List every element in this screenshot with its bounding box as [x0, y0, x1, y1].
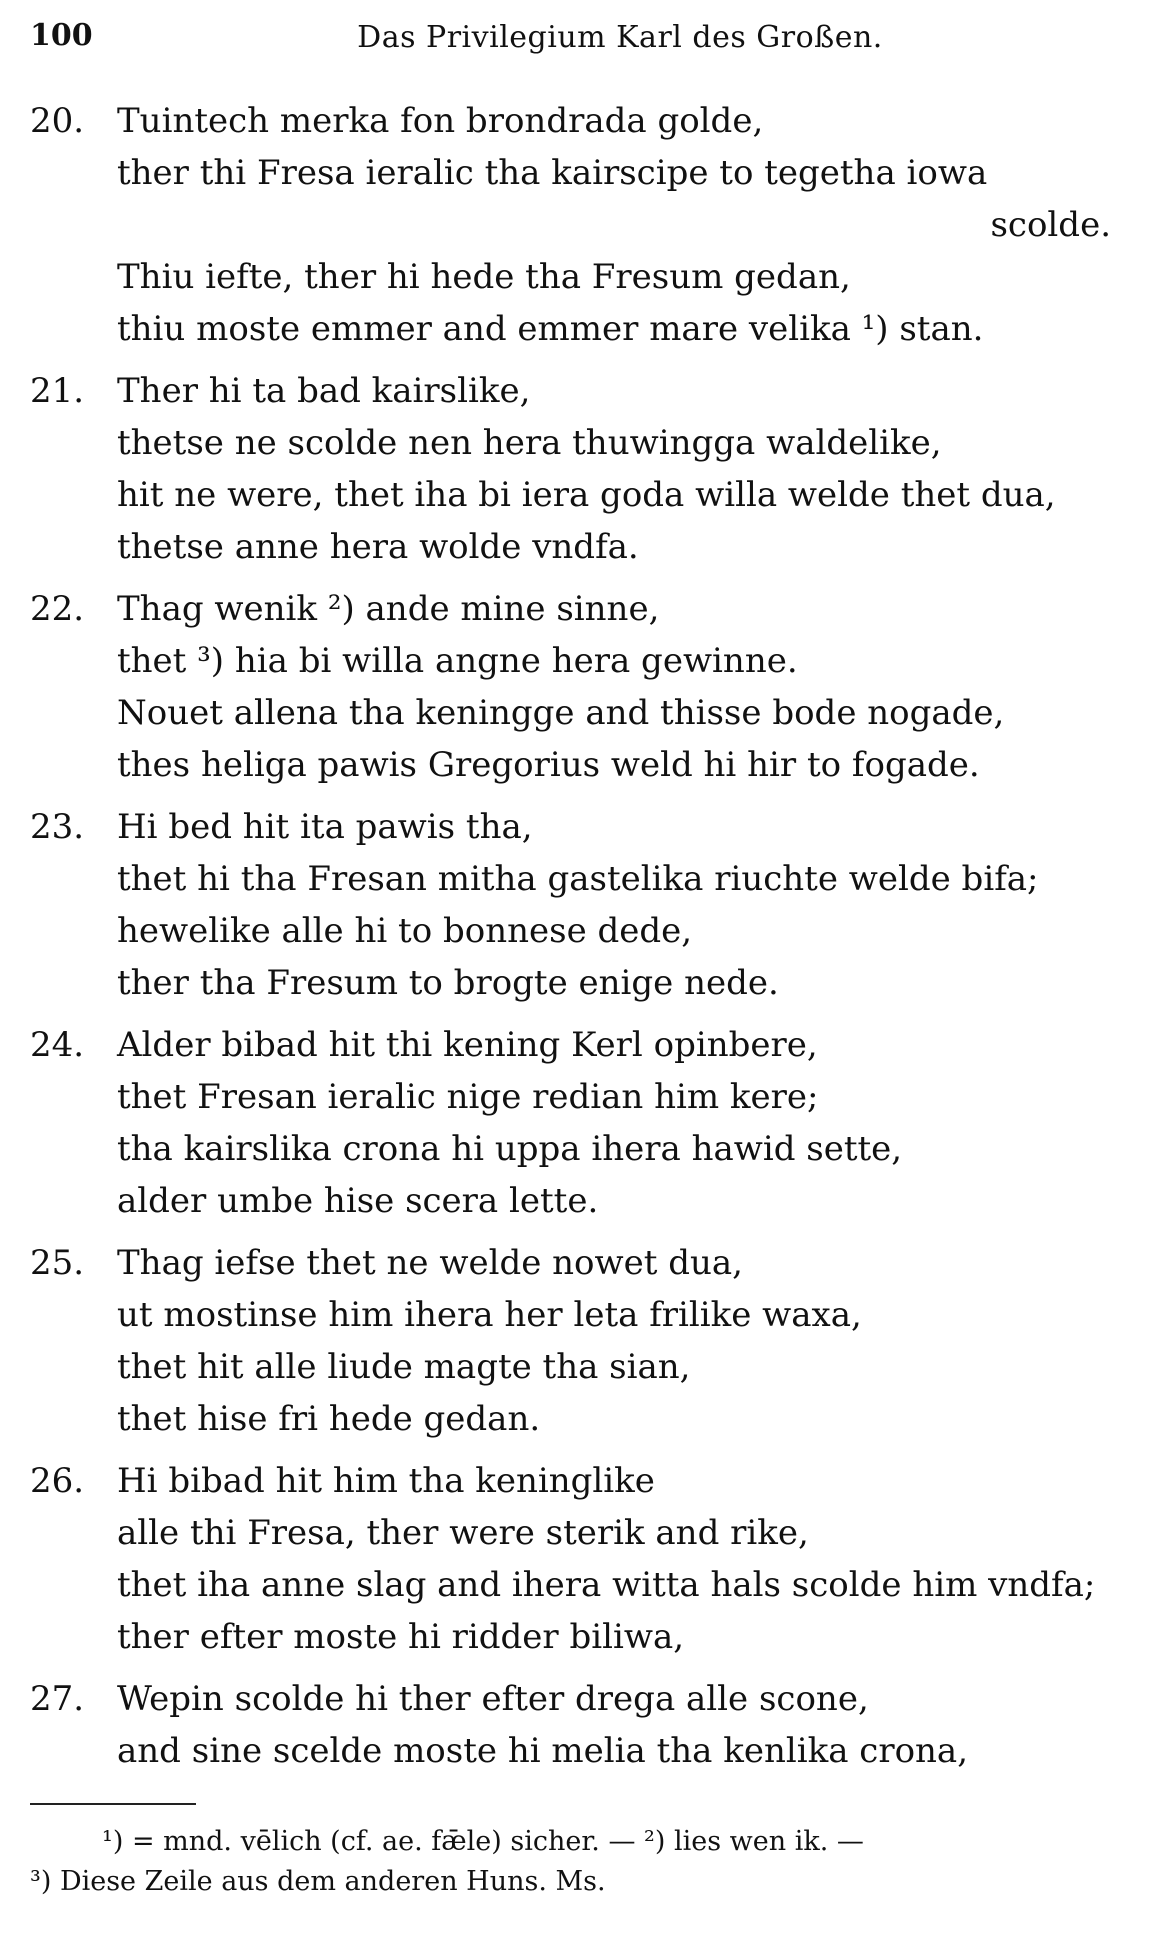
stanza-number: 23.: [30, 807, 85, 847]
verse-line: thet ³) hia bi willa angne hera gewinne.: [117, 641, 798, 681]
stanza: [0, 801, 1168, 1009]
stanza-number: 24.: [30, 1025, 85, 1065]
stanza-number: 22.: [30, 589, 85, 629]
page-number: 100: [30, 18, 93, 53]
stanza: [0, 583, 1168, 791]
verse-line: thet Fresan ieralic nige redian him kere;: [117, 1077, 819, 1117]
verse-line: thet hi tha Fresan mitha gastelika riuchte welde bifa;: [117, 859, 1039, 899]
stanza-lines: [117, 1019, 1117, 1227]
verse-line: ther efter moste hi ridder biliwa,: [117, 1617, 685, 1657]
verse-line: ut mostinse him ihera her leta frilike waxa,: [117, 1295, 862, 1335]
verse-line: alder umbe hise scera lette.: [117, 1181, 599, 1221]
verse-line: thet hise fri hede gedan.: [117, 1399, 541, 1439]
stanza: [0, 1019, 1168, 1227]
verse-line: Nouet allena tha keningge and thisse bode nogade,: [117, 693, 1005, 733]
verse-line: scolde.: [990, 205, 1111, 245]
footnote-divider: [30, 1803, 196, 1805]
verse-line: Alder bibad hit thi kening Kerl opinbere,: [117, 1025, 818, 1065]
verse-line: thet iha anne slag and ihera witta hals scolde him vndfa;: [117, 1565, 1096, 1605]
stanza-lines: [117, 801, 1117, 1009]
verse-line: ther thi Fresa ieralic tha kairscipe to tegetha iowa: [117, 153, 988, 193]
stanza-lines: [117, 583, 1117, 791]
verse-line: hit ne were, thet iha bi iera goda willa welde thet dua,: [117, 475, 1056, 515]
running-title: Das Privilegium Karl des Großen.: [357, 20, 883, 55]
verse-line: hewelike alle hi to bonnese dede,: [117, 911, 693, 951]
stanza-lines: [117, 365, 1117, 573]
verse-line: and sine scelde moste hi melia tha kenlika crona,: [117, 1731, 969, 1771]
footnote-line: ¹) = mnd. vēlich (cf. ae. fǣle) sicher. — ²) lies wen ik. —: [102, 1826, 864, 1857]
verse-line: Thiu iefte, ther hi hede tha Fresum gedan,: [117, 257, 851, 297]
stanza: [0, 1673, 1168, 1777]
stanza-lines: [117, 1673, 1117, 1777]
stanza-number: 21.: [30, 371, 85, 411]
stanza-lines: [117, 95, 1117, 355]
verse-line: thetse ne scolde nen hera thuwingga waldelike,: [117, 423, 942, 463]
verse-line: thetse anne hera wolde vndfa.: [117, 527, 639, 567]
verse-line: ther tha Fresum to brogte enige nede.: [117, 963, 779, 1003]
verse-line: Thag wenik ²) ande mine sinne,: [117, 589, 660, 629]
stanza: [0, 1237, 1168, 1445]
verse-line: thiu moste emmer and emmer mare velika ¹) stan.: [117, 309, 984, 349]
stanza-lines: [117, 1455, 1117, 1663]
stanza: [0, 95, 1168, 355]
verse-line: Hi bed hit ita pawis tha,: [117, 807, 533, 847]
stanza: [0, 1455, 1168, 1663]
stanza: [0, 365, 1168, 573]
verse-line: Ther hi ta bad kairslike,: [117, 371, 531, 411]
verse-line: tha kairslika crona hi uppa ihera hawid sette,: [117, 1129, 903, 1169]
footnotes: [30, 1822, 1110, 1902]
verse-line: Tuintech merka fon brondrada golde,: [117, 101, 764, 141]
page-header: [30, 18, 1110, 68]
poem-body: [0, 95, 1168, 1787]
stanza-number: 25.: [30, 1243, 85, 1283]
footnote-line: ³) Diese Zeile aus dem anderen Huns. Ms.: [30, 1866, 606, 1897]
verse-line: thet hit alle liude magte tha sian,: [117, 1347, 691, 1387]
stanza-number: 27.: [30, 1679, 85, 1719]
verse-line: alle thi Fresa, ther were sterik and rike,: [117, 1513, 809, 1553]
stanza-lines: [117, 1237, 1117, 1445]
verse-line: thes heliga pawis Gregorius weld hi hir to fogade.: [117, 745, 980, 785]
verse-line: Hi bibad hit him tha keninglike: [117, 1461, 655, 1501]
stanza-number: 26.: [30, 1461, 85, 1501]
stanza-number: 20.: [30, 101, 85, 141]
verse-line: Thag iefse thet ne welde nowet dua,: [117, 1243, 743, 1283]
verse-line: Wepin scolde hi ther efter drega alle scone,: [117, 1679, 869, 1719]
